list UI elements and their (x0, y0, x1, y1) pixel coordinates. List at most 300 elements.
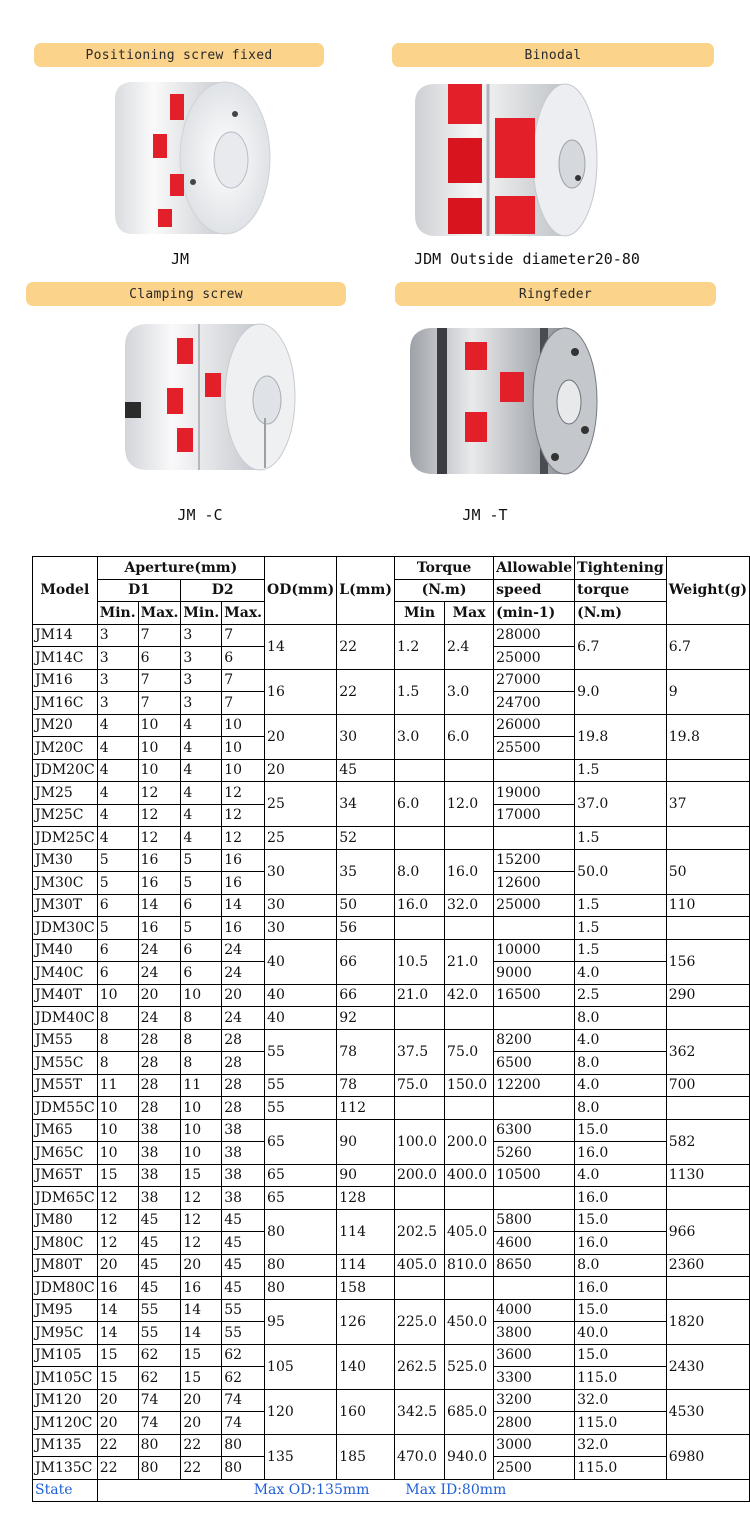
cell-speed: 17000 (494, 804, 575, 827)
cell-d1-min: 15 (97, 1367, 138, 1390)
cell-d2-max: 10 (222, 759, 265, 782)
cell-d1-max: 14 (138, 894, 181, 917)
cell-torque-max: 42.0 (445, 984, 494, 1007)
cell-d1-min: 10 (97, 984, 138, 1007)
cell-model: JM80T (33, 1254, 98, 1277)
cell-torque-max: 3.0 (445, 669, 494, 714)
jdm-coupling-image (400, 78, 600, 243)
cell-torque-max: 6.0 (445, 714, 494, 759)
cell-d2-max: 7 (222, 669, 265, 692)
cell-length: 66 (337, 939, 395, 984)
header-od: OD(mm) (265, 557, 337, 625)
cell-tightening: 37.0 (575, 782, 667, 827)
cell-speed (494, 1007, 575, 1030)
cell-d2-max: 12 (222, 827, 265, 850)
cell-d1-min: 5 (97, 917, 138, 940)
cell-d2-min: 12 (181, 1209, 222, 1232)
cell-weight (666, 917, 749, 940)
jm-coupling-image (95, 74, 275, 244)
cell-torque-max: 450.0 (445, 1299, 494, 1344)
cell-d1-max: 28 (138, 1097, 181, 1120)
cell-model: JM14 (33, 624, 98, 647)
cell-torque-min: 1.2 (394, 624, 444, 669)
cell-torque-min: 21.0 (394, 984, 444, 1007)
cell-d2-max: 55 (222, 1322, 265, 1345)
header-tightening-line2: torque (575, 579, 667, 602)
cell-d2-max: 38 (222, 1119, 265, 1142)
cell-model: JM14C (33, 647, 98, 670)
cell-speed (494, 1277, 575, 1300)
cell-od: 55 (265, 1029, 337, 1074)
cell-speed: 25500 (494, 737, 575, 760)
cell-d2-max: 10 (222, 737, 265, 760)
cell-d2-min: 15 (181, 1344, 222, 1367)
cell-length: 34 (337, 782, 395, 827)
cell-torque-min: 225.0 (394, 1299, 444, 1344)
state-notes (97, 1479, 749, 1502)
cell-d1-max: 74 (138, 1412, 181, 1435)
max-id-note: Max ID:80mm (405, 1482, 507, 1499)
product-caption-jdm: JDM Outside diameter20-80 (414, 250, 640, 268)
cell-d2-max: 80 (222, 1434, 265, 1457)
table-row (33, 624, 750, 647)
cell-tightening: 15.0 (575, 1344, 667, 1367)
table-row (33, 782, 750, 805)
cell-length: 160 (337, 1389, 395, 1434)
cell-torque-max: 21.0 (445, 939, 494, 984)
cell-torque-min (394, 1187, 444, 1210)
cell-tightening: 32.0 (575, 1389, 667, 1412)
cell-d2-min: 22 (181, 1457, 222, 1480)
cell-d2-max: 10 (222, 714, 265, 737)
cell-torque-min (394, 759, 444, 782)
header-tightening-line3: (N.m) (575, 602, 667, 625)
cell-torque-min: 100.0 (394, 1119, 444, 1164)
cell-weight (666, 1277, 749, 1300)
cell-d1-max: 16 (138, 872, 181, 895)
cell-length: 52 (337, 827, 395, 850)
cell-d1-min: 20 (97, 1389, 138, 1412)
cell-d1-max: 24 (138, 1007, 181, 1030)
cell-d2-max: 38 (222, 1164, 265, 1187)
cell-d1-min: 5 (97, 849, 138, 872)
cell-model: JM16C (33, 692, 98, 715)
cell-d2-min: 5 (181, 917, 222, 940)
cell-d1-max: 45 (138, 1254, 181, 1277)
cell-d1-max: 7 (138, 669, 181, 692)
cell-length: 78 (337, 1029, 395, 1074)
header-torque-unit: (N.m) (394, 579, 493, 602)
cell-tightening: 50.0 (575, 849, 667, 894)
cell-od: 30 (265, 894, 337, 917)
cell-od: 120 (265, 1389, 337, 1434)
cell-d1-max: 7 (138, 692, 181, 715)
cell-d2-min: 3 (181, 624, 222, 647)
cell-d1-min: 4 (97, 714, 138, 737)
cell-weight (666, 1097, 749, 1120)
cell-weight (666, 1187, 749, 1210)
cell-model: JDM20C (33, 759, 98, 782)
spec-table-body (33, 624, 750, 1479)
cell-d1-min: 5 (97, 872, 138, 895)
cell-speed: 12200 (494, 1074, 575, 1097)
cell-d2-min: 8 (181, 1052, 222, 1075)
cell-d2-max: 80 (222, 1457, 265, 1480)
cell-length: 114 (337, 1209, 395, 1254)
cell-speed: 12600 (494, 872, 575, 895)
cell-tightening: 4.0 (575, 1164, 667, 1187)
cell-speed: 16500 (494, 984, 575, 1007)
cell-torque-min: 342.5 (394, 1389, 444, 1434)
header-speed-line1: Allowable (494, 557, 575, 580)
cell-od: 80 (265, 1254, 337, 1277)
cell-tightening: 15.0 (575, 1209, 667, 1232)
cell-torque-max (445, 1007, 494, 1030)
cell-d2-min: 10 (181, 1097, 222, 1120)
cell-tightening: 1.5 (575, 827, 667, 850)
cell-tightening: 1.5 (575, 939, 667, 962)
cell-model: JM16 (33, 669, 98, 692)
cell-d2-min: 4 (181, 759, 222, 782)
cell-speed: 27000 (494, 669, 575, 692)
cell-torque-min: 3.0 (394, 714, 444, 759)
table-row (33, 1277, 750, 1300)
cell-d1-min: 6 (97, 894, 138, 917)
cell-tightening: 19.8 (575, 714, 667, 759)
cell-torque-max: 525.0 (445, 1344, 494, 1389)
table-row (33, 1299, 750, 1322)
cell-d2-min: 10 (181, 984, 222, 1007)
table-row (33, 984, 750, 1007)
table-row (33, 1209, 750, 1232)
cell-d1-min: 4 (97, 804, 138, 827)
cell-speed: 15200 (494, 849, 575, 872)
cell-length: 126 (337, 1299, 395, 1344)
cell-torque-min: 16.0 (394, 894, 444, 917)
header-torque-max: Max (445, 602, 494, 625)
max-od-note: Max OD:135mm (253, 1482, 370, 1499)
cell-d2-max: 74 (222, 1412, 265, 1435)
cell-d1-max: 80 (138, 1434, 181, 1457)
cell-d1-max: 28 (138, 1074, 181, 1097)
cell-torque-max: 2.4 (445, 624, 494, 669)
cell-d1-min: 8 (97, 1029, 138, 1052)
cell-speed (494, 827, 575, 850)
cell-length: 22 (337, 624, 395, 669)
cell-d1-max: 55 (138, 1322, 181, 1345)
header-d1: D1 (97, 579, 181, 602)
cell-speed: 4600 (494, 1232, 575, 1255)
cell-d1-max: 28 (138, 1029, 181, 1052)
header-d2-max: Max. (222, 602, 265, 625)
cell-speed: 25000 (494, 894, 575, 917)
cell-d2-max: 7 (222, 624, 265, 647)
cell-torque-min: 200.0 (394, 1164, 444, 1187)
cell-d1-min: 8 (97, 1052, 138, 1075)
table-row (33, 1119, 750, 1142)
cell-model: JM20 (33, 714, 98, 737)
cell-d1-max: 38 (138, 1142, 181, 1165)
cell-weight: 582 (666, 1119, 749, 1164)
table-row (33, 1097, 750, 1120)
cell-torque-min: 262.5 (394, 1344, 444, 1389)
cell-length: 78 (337, 1074, 395, 1097)
cell-od: 40 (265, 939, 337, 984)
cell-tightening: 1.5 (575, 894, 667, 917)
cell-d2-min: 6 (181, 962, 222, 985)
cell-weight: 50 (666, 849, 749, 894)
cell-d1-max: 10 (138, 737, 181, 760)
cell-torque-max (445, 917, 494, 940)
cell-d1-max: 12 (138, 782, 181, 805)
cell-d1-max: 62 (138, 1344, 181, 1367)
cell-model: JM40 (33, 939, 98, 962)
cell-torque-max: 200.0 (445, 1119, 494, 1164)
cell-speed: 3000 (494, 1434, 575, 1457)
table-row (33, 1029, 750, 1052)
product-caption-jm-t: JM -T (462, 506, 508, 524)
cell-d2-max: 55 (222, 1299, 265, 1322)
cell-d2-min: 20 (181, 1412, 222, 1435)
cell-d1-min: 22 (97, 1434, 138, 1457)
cell-speed: 10000 (494, 939, 575, 962)
cell-torque-max: 12.0 (445, 782, 494, 827)
cell-speed (494, 1097, 575, 1120)
header-torque-min: Min (394, 602, 444, 625)
cell-d1-max: 12 (138, 804, 181, 827)
product-caption-jm: JM (170, 250, 190, 268)
cell-length: 45 (337, 759, 395, 782)
cell-model: JM105 (33, 1344, 98, 1367)
cell-length: 112 (337, 1097, 395, 1120)
cell-model: JM65 (33, 1119, 98, 1142)
cell-d1-max: 55 (138, 1299, 181, 1322)
cell-model: JM135 (33, 1434, 98, 1457)
table-row (33, 827, 750, 850)
cell-torque-max (445, 1277, 494, 1300)
cell-d2-min: 4 (181, 714, 222, 737)
cell-torque-max (445, 827, 494, 850)
cell-tightening: 15.0 (575, 1299, 667, 1322)
cell-speed: 3300 (494, 1367, 575, 1390)
cell-d1-max: 10 (138, 759, 181, 782)
cell-tightening: 1.5 (575, 759, 667, 782)
cell-d2-max: 74 (222, 1389, 265, 1412)
cell-d2-min: 16 (181, 1277, 222, 1300)
cell-d1-min: 4 (97, 782, 138, 805)
cell-tightening: 4.0 (575, 1029, 667, 1052)
cell-d1-min: 10 (97, 1142, 138, 1165)
cell-d2-min: 11 (181, 1074, 222, 1097)
cell-torque-max: 400.0 (445, 1164, 494, 1187)
cell-speed (494, 917, 575, 940)
cell-od: 95 (265, 1299, 337, 1344)
cell-tightening: 16.0 (575, 1187, 667, 1210)
cell-d2-max: 6 (222, 647, 265, 670)
cell-d2-min: 8 (181, 1029, 222, 1052)
cell-torque-max: 940.0 (445, 1434, 494, 1479)
cell-model: JM105C (33, 1367, 98, 1390)
cell-d1-max: 80 (138, 1457, 181, 1480)
table-row (33, 1254, 750, 1277)
spec-table-header (33, 557, 750, 625)
cell-model: JM40C (33, 962, 98, 985)
cell-od: 16 (265, 669, 337, 714)
cell-speed: 4000 (494, 1299, 575, 1322)
cell-torque-min (394, 1007, 444, 1030)
cell-model: JDM40C (33, 1007, 98, 1030)
cell-d2-min: 10 (181, 1142, 222, 1165)
cell-d1-min: 10 (97, 1119, 138, 1142)
state-label: State (33, 1479, 98, 1502)
cell-d2-min: 15 (181, 1367, 222, 1390)
cell-d1-min: 14 (97, 1322, 138, 1345)
cell-d2-max: 28 (222, 1052, 265, 1075)
cell-d1-min: 11 (97, 1074, 138, 1097)
cell-weight: 156 (666, 939, 749, 984)
cell-d1-min: 4 (97, 737, 138, 760)
cell-d1-max: 16 (138, 849, 181, 872)
cell-d2-max: 24 (222, 1007, 265, 1030)
cell-d1-max: 20 (138, 984, 181, 1007)
cell-model: JM95C (33, 1322, 98, 1345)
cell-model: JM25C (33, 804, 98, 827)
cell-speed: 10500 (494, 1164, 575, 1187)
cell-speed: 25000 (494, 647, 575, 670)
cell-d2-max: 45 (222, 1254, 265, 1277)
table-row (33, 1389, 750, 1412)
cell-model: JDM25C (33, 827, 98, 850)
cell-torque-max: 150.0 (445, 1074, 494, 1097)
table-row (33, 669, 750, 692)
cell-d1-min: 22 (97, 1457, 138, 1480)
cell-tightening: 2.5 (575, 984, 667, 1007)
header-speed-line2: speed (494, 579, 575, 602)
cell-d2-max: 62 (222, 1367, 265, 1390)
cell-model: JM30C (33, 872, 98, 895)
cell-model: JM20C (33, 737, 98, 760)
cell-tightening: 8.0 (575, 1007, 667, 1030)
cell-d2-min: 4 (181, 737, 222, 760)
cell-d1-min: 6 (97, 962, 138, 985)
cell-torque-min (394, 917, 444, 940)
cell-d2-max: 16 (222, 849, 265, 872)
cell-tightening: 16.0 (575, 1232, 667, 1255)
cell-torque-max (445, 1187, 494, 1210)
cell-model: JM65T (33, 1164, 98, 1187)
cell-weight: 290 (666, 984, 749, 1007)
cell-d2-min: 4 (181, 782, 222, 805)
cell-speed: 6500 (494, 1052, 575, 1075)
cell-torque-max (445, 759, 494, 782)
cell-d1-max: 38 (138, 1164, 181, 1187)
cell-length: 35 (337, 849, 395, 894)
header-d1-min: Min. (97, 602, 138, 625)
cell-d2-max: 12 (222, 804, 265, 827)
cell-d2-min: 6 (181, 939, 222, 962)
cell-od: 40 (265, 1007, 337, 1030)
product-label-binodal: Binodal (392, 43, 714, 67)
cell-length: 56 (337, 917, 395, 940)
cell-d2-min: 22 (181, 1434, 222, 1457)
cell-d1-min: 6 (97, 939, 138, 962)
cell-d1-max: 24 (138, 962, 181, 985)
cell-model: JM55 (33, 1029, 98, 1052)
cell-model: JDM80C (33, 1277, 98, 1300)
cell-speed: 19000 (494, 782, 575, 805)
cell-weight: 6980 (666, 1434, 749, 1479)
cell-weight: 2360 (666, 1254, 749, 1277)
jm-c-coupling-image (115, 318, 300, 478)
cell-d2-max: 62 (222, 1344, 265, 1367)
cell-weight (666, 759, 749, 782)
cell-weight: 9 (666, 669, 749, 714)
cell-tightening: 8.0 (575, 1254, 667, 1277)
cell-speed: 5800 (494, 1209, 575, 1232)
cell-d1-max: 45 (138, 1277, 181, 1300)
cell-d1-max: 28 (138, 1052, 181, 1075)
cell-speed: 3200 (494, 1389, 575, 1412)
cell-model: JM95 (33, 1299, 98, 1322)
cell-length: 114 (337, 1254, 395, 1277)
table-row (33, 939, 750, 962)
cell-weight (666, 827, 749, 850)
cell-speed: 2500 (494, 1457, 575, 1480)
cell-torque-min: 37.5 (394, 1029, 444, 1074)
cell-od: 55 (265, 1074, 337, 1097)
cell-d2-max: 24 (222, 939, 265, 962)
cell-speed: 8650 (494, 1254, 575, 1277)
cell-speed (494, 1187, 575, 1210)
table-row (33, 917, 750, 940)
cell-d1-min: 16 (97, 1277, 138, 1300)
cell-d2-min: 5 (181, 849, 222, 872)
cell-d2-min: 20 (181, 1254, 222, 1277)
cell-d1-max: 38 (138, 1187, 181, 1210)
jm-t-coupling-image (405, 322, 600, 482)
cell-d2-max: 12 (222, 782, 265, 805)
cell-tightening: 16.0 (575, 1142, 667, 1165)
cell-tightening: 1.5 (575, 917, 667, 940)
cell-od: 55 (265, 1097, 337, 1120)
cell-od: 65 (265, 1187, 337, 1210)
cell-weight: 1820 (666, 1299, 749, 1344)
cell-d1-min: 20 (97, 1254, 138, 1277)
cell-tightening: 4.0 (575, 1074, 667, 1097)
cell-d2-min: 5 (181, 872, 222, 895)
cell-tightening: 15.0 (575, 1119, 667, 1142)
cell-d1-min: 3 (97, 692, 138, 715)
cell-d2-max: 16 (222, 917, 265, 940)
cell-d1-max: 45 (138, 1209, 181, 1232)
cell-model: JM80 (33, 1209, 98, 1232)
cell-length: 90 (337, 1119, 395, 1164)
table-row (33, 1434, 750, 1457)
cell-weight: 362 (666, 1029, 749, 1074)
cell-d1-max: 16 (138, 917, 181, 940)
cell-d2-min: 15 (181, 1164, 222, 1187)
cell-d2-min: 12 (181, 1232, 222, 1255)
product-label-positioning-screw: Positioning screw fixed (34, 43, 324, 67)
table-row (33, 1007, 750, 1030)
cell-length: 90 (337, 1164, 395, 1187)
cell-d1-min: 4 (97, 827, 138, 850)
cell-torque-max: 32.0 (445, 894, 494, 917)
cell-torque-min: 405.0 (394, 1254, 444, 1277)
cell-od: 30 (265, 917, 337, 940)
cell-d1-min: 12 (97, 1187, 138, 1210)
cell-d2-max: 45 (222, 1209, 265, 1232)
